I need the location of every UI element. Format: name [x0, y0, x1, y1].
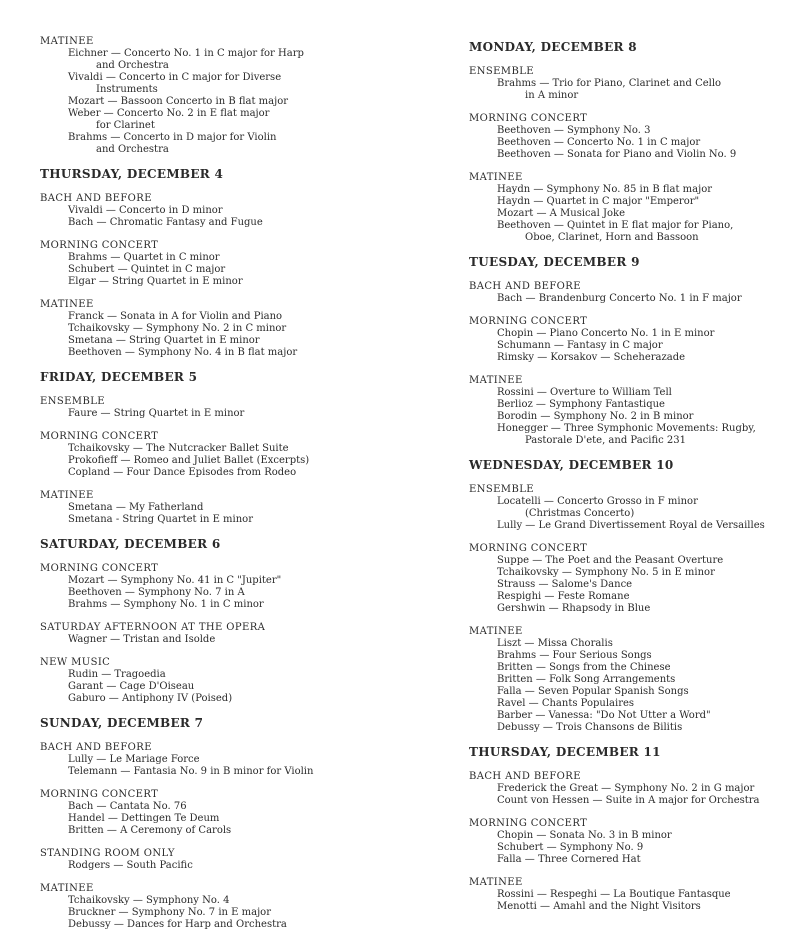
program-section	[469, 771, 789, 807]
program-entry: Britten — A Ceremony of Carols	[68, 825, 232, 836]
program-entry: Beethoven — Concerto No. 1 in C major	[497, 137, 701, 148]
entry-list	[40, 443, 420, 479]
program-entry: Falla — Seven Popular Spanish Songs	[497, 686, 689, 697]
program-entry: Beethoven — Quintet in E flat major for Piano,	[497, 220, 734, 231]
program-entry: Schubert — Symphony No. 9	[497, 842, 644, 853]
program-entry: Tchaikovsky — The Nutcracker Ballet Suite	[68, 443, 289, 454]
program-entry: Honegger — Three Symphonic Movements: Rugby,	[497, 423, 756, 434]
program-entry: Respighi — Feste Romane	[497, 591, 630, 602]
day-block	[40, 537, 420, 705]
entry-list	[40, 311, 420, 359]
program-section	[40, 883, 420, 931]
program-entry: Menotti — Amahl and the Night Visitors	[497, 901, 701, 912]
day-heading: SUNDAY, DECEMBER 7	[40, 716, 204, 730]
program-entry: Vivaldi — Concerto in C major for Diverse	[68, 72, 282, 83]
program-entry: Barber — Vanessa: "Do Not Utter a Word"	[497, 710, 711, 721]
program-entry: Tchaikovsky — Symphony No. 2 in C minor	[68, 323, 287, 334]
section-title: MORNING CONCERT	[40, 789, 159, 800]
program-section	[469, 375, 789, 447]
day-block	[469, 745, 789, 913]
program-entry: Rudin — Tragoedia	[68, 669, 166, 680]
day-block	[469, 40, 789, 244]
program-entry: Frederick the Great — Symphony No. 2 in G major	[497, 783, 755, 794]
entry-list	[469, 125, 789, 161]
program-entry: Faure — String Quartet in E minor	[68, 408, 245, 419]
section-title: MATINEE	[469, 172, 523, 183]
entry-list	[469, 555, 789, 615]
program-entry: Rossini — Respeghi — La Boutique Fantasque	[497, 889, 731, 900]
program-section	[40, 396, 420, 420]
program-section	[40, 193, 420, 229]
day-block	[40, 370, 420, 526]
entry-list	[40, 669, 420, 705]
program-entry-continuation: Pastorale D'ete, and Pacific 231	[525, 435, 686, 446]
program-entry: Brahms — Quartet in C minor	[68, 252, 220, 263]
section-title: MATINEE	[469, 375, 523, 386]
program-entry: Strauss — Salome's Dance	[497, 579, 633, 590]
program-entry: Copland — Four Dance Episodes from Rodeo	[68, 467, 297, 478]
program-section	[40, 563, 420, 611]
program-entry: Smetana — String Quartet in E minor	[68, 335, 260, 346]
entry-list	[40, 860, 420, 872]
program-entry: Chopin — Sonata No. 3 in B minor	[497, 830, 672, 841]
program-entry: Mozart — A Musical Joke	[497, 208, 626, 219]
program-entry: Locatelli — Concerto Grosso in F minor	[497, 496, 698, 507]
program-entry: Schubert — Quintet in C major	[68, 264, 226, 275]
program-entry: Franck — Sonata in A for Violin and Piano	[68, 311, 283, 322]
program-entry: Liszt — Missa Choralis	[497, 638, 613, 649]
entry-list	[40, 754, 420, 778]
day-block	[40, 167, 420, 359]
entry-list	[469, 638, 789, 734]
program-entry: Brahms — Concerto in D major for Violin	[68, 132, 277, 143]
section-title: MATINEE	[469, 626, 523, 637]
program-entry: Brahms — Symphony No. 1 in C minor	[68, 599, 264, 610]
program-entry: Berlioz — Symphony Fantastique	[497, 399, 665, 410]
entry-list	[469, 830, 789, 866]
program-entry-continuation: in A minor	[525, 90, 579, 101]
program-section	[40, 36, 420, 156]
program-entry: Garant — Cage D'Oiseau	[68, 681, 195, 692]
section-title: ENSEMBLE	[40, 396, 105, 407]
program-entry: Beethoven — Symphony No. 4 in B flat major	[68, 347, 298, 358]
program-section	[40, 431, 420, 479]
program-entry: Haydn — Symphony No. 85 in B flat major	[497, 184, 713, 195]
section-title: MORNING CONCERT	[40, 563, 159, 574]
program-section	[469, 281, 789, 305]
program-entry: Smetana — My Fatherland	[68, 502, 204, 513]
entry-list	[40, 408, 420, 420]
entry-list	[40, 634, 420, 646]
program-entry: Bruckner — Symphony No. 7 in E major	[68, 907, 271, 918]
section-title: BACH AND BEFORE	[469, 771, 581, 782]
section-title: ENSEMBLE	[469, 484, 534, 495]
program-entry: Lully — Le Mariage Force	[68, 754, 200, 765]
program-entry-continuation: and Orchestra	[96, 144, 169, 155]
section-title: MATINEE	[40, 490, 94, 501]
program-entry: Bach — Chromatic Fantasy and Fugue	[68, 217, 263, 228]
program-entry: Lully — Le Grand Divertissement Royal de Versailles	[497, 520, 765, 531]
day-heading: THURSDAY, DECEMBER 11	[469, 745, 661, 759]
program-entry: Handel — Dettingen Te Deum	[68, 813, 220, 824]
day-heading: MONDAY, DECEMBER 8	[469, 40, 637, 54]
program-entry: Debussy — Dances for Harp and Orchestra	[68, 919, 287, 930]
program-section	[469, 66, 789, 102]
entry-list	[40, 48, 420, 156]
program-section	[469, 172, 789, 244]
program-entry: Britten — Folk Song Arrangements	[497, 674, 676, 685]
day-heading: SATURDAY, DECEMBER 6	[40, 537, 221, 551]
entry-list	[469, 293, 789, 305]
section-title: MORNING CONCERT	[469, 818, 588, 829]
program-entry: Ravel — Chants Populaires	[497, 698, 635, 709]
entry-list	[469, 328, 789, 364]
program-entry: Smetana - String Quartet in E minor	[68, 514, 253, 525]
program-entry: Chopin — Piano Concerto No. 1 in E minor	[497, 328, 715, 339]
entry-list	[469, 783, 789, 807]
program-entry: Beethoven — Symphony No. 3	[497, 125, 651, 136]
program-entry: Bach — Brandenburg Concerto No. 1 in F major	[497, 293, 742, 304]
section-title: MATINEE	[469, 877, 523, 888]
program-section	[469, 543, 789, 615]
section-title: MORNING CONCERT	[469, 316, 588, 327]
program-entry: Gaburo — Antiphony IV (Poised)	[68, 693, 233, 704]
entry-list	[469, 889, 789, 913]
program-entry: Rimsky — Korsakov — Scheherazade	[497, 352, 686, 363]
program-section	[469, 484, 789, 532]
program-entry: Schumann — Fantasy in C major	[497, 340, 663, 351]
program-section	[469, 818, 789, 866]
program-entry: Borodin — Symphony No. 2 in B minor	[497, 411, 694, 422]
section-title: SATURDAY AFTERNOON AT THE OPERA	[40, 622, 266, 633]
program-entry: Mozart — Symphony No. 41 in C "Jupiter"	[68, 575, 282, 586]
section-title: MATINEE	[40, 36, 94, 47]
program-section	[469, 316, 789, 364]
section-title: MORNING CONCERT	[40, 240, 159, 251]
program-entry: Wagner — Tristan and Isolde	[68, 634, 216, 645]
program-section	[40, 240, 420, 288]
program-entry: Debussy — Trois Chansons de Bilitis	[497, 722, 683, 733]
program-entry-continuation: Instruments	[96, 84, 158, 95]
program-entry: Beethoven — Symphony No. 7 in A	[68, 587, 245, 598]
program-entry: Haydn — Quartet in C major "Emperor"	[497, 196, 700, 207]
schedule-column-right	[469, 0, 789, 924]
day-block	[469, 458, 789, 734]
entry-list	[40, 801, 420, 837]
entry-list	[40, 205, 420, 229]
section-title: BACH AND BEFORE	[40, 742, 152, 753]
day-heading: WEDNESDAY, DECEMBER 10	[469, 458, 674, 472]
program-section	[40, 657, 420, 705]
program-entry: Elgar — String Quartet in E minor	[68, 276, 243, 287]
day-heading: TUESDAY, DECEMBER 9	[469, 255, 640, 269]
program-entry-continuation: (Christmas Concerto)	[525, 508, 635, 519]
program-section	[40, 622, 420, 646]
entry-list	[40, 502, 420, 526]
program-entry: Brahms — Four Serious Songs	[497, 650, 652, 661]
program-section	[40, 848, 420, 872]
section-title: BACH AND BEFORE	[469, 281, 581, 292]
schedule-column-left	[40, 0, 420, 942]
program-entry: Bach — Cantata No. 76	[68, 801, 187, 812]
program-section	[40, 742, 420, 778]
section-title: MORNING CONCERT	[469, 543, 588, 554]
program-entry: Britten — Songs from the Chinese	[497, 662, 671, 673]
program-entry: Brahms — Trio for Piano, Clarinet and Cello	[497, 78, 722, 89]
program-entry-continuation: and Orchestra	[96, 60, 169, 71]
program-entry: Count von Hessen — Suite in A major for Orchestra	[497, 795, 760, 806]
entry-list	[40, 575, 420, 611]
program-entry: Gershwin — Rhapsody in Blue	[497, 603, 651, 614]
program-entry: Vivaldi — Concerto in D minor	[68, 205, 223, 216]
program-entry: Eichner — Concerto No. 1 in C major for Harp	[68, 48, 304, 59]
section-title: MORNING CONCERT	[40, 431, 159, 442]
program-entry: Rossini — Overture to William Tell	[497, 387, 672, 398]
program-entry: Telemann — Fantasia No. 9 in B minor for Violin	[68, 766, 314, 777]
day-heading: FRIDAY, DECEMBER 5	[40, 370, 198, 384]
program-entry: Suppe — The Poet and the Peasant Overture	[497, 555, 724, 566]
program-entry: Prokofieff — Romeo and Juliet Ballet (Excerpts)	[68, 455, 310, 466]
entry-list	[469, 387, 789, 447]
day-block	[40, 716, 420, 931]
section-title: MORNING CONCERT	[469, 113, 588, 124]
entry-list	[40, 895, 420, 931]
section-title: MATINEE	[40, 883, 94, 894]
section-title: MATINEE	[40, 299, 94, 310]
program-entry: Mozart — Bassoon Concerto in B flat major	[68, 96, 289, 107]
program-entry: Weber — Concerto No. 2 in E flat major	[68, 108, 270, 119]
program-section	[469, 626, 789, 734]
program-entry-continuation: Oboe, Clarinet, Horn and Bassoon	[525, 232, 699, 243]
program-section	[40, 299, 420, 359]
day-block	[469, 255, 789, 447]
program-entry: Beethoven — Sonata for Piano and Violin No. 9	[497, 149, 737, 160]
entry-list	[469, 496, 789, 532]
program-entry: Tchaikovsky — Symphony No. 5 in E minor	[497, 567, 715, 578]
entry-list	[40, 252, 420, 288]
section-title: ENSEMBLE	[469, 66, 534, 77]
program-entry: Rodgers — South Pacific	[68, 860, 193, 871]
day-heading: THURSDAY, DECEMBER 4	[40, 167, 224, 181]
program-entry-continuation: for Clarinet	[96, 120, 155, 131]
section-title: NEW MUSIC	[40, 657, 111, 668]
program-entry: Falla — Three Cornered Hat	[497, 854, 641, 865]
entry-list	[469, 184, 789, 244]
section-title: BACH AND BEFORE	[40, 193, 152, 204]
program-entry: Tchaikovsky — Symphony No. 4	[68, 895, 230, 906]
day-block	[40, 36, 420, 156]
section-title: STANDING ROOM ONLY	[40, 848, 175, 859]
program-section	[469, 877, 789, 913]
program-section	[40, 490, 420, 526]
program-section	[469, 113, 789, 161]
program-section	[40, 789, 420, 837]
entry-list	[469, 78, 789, 102]
